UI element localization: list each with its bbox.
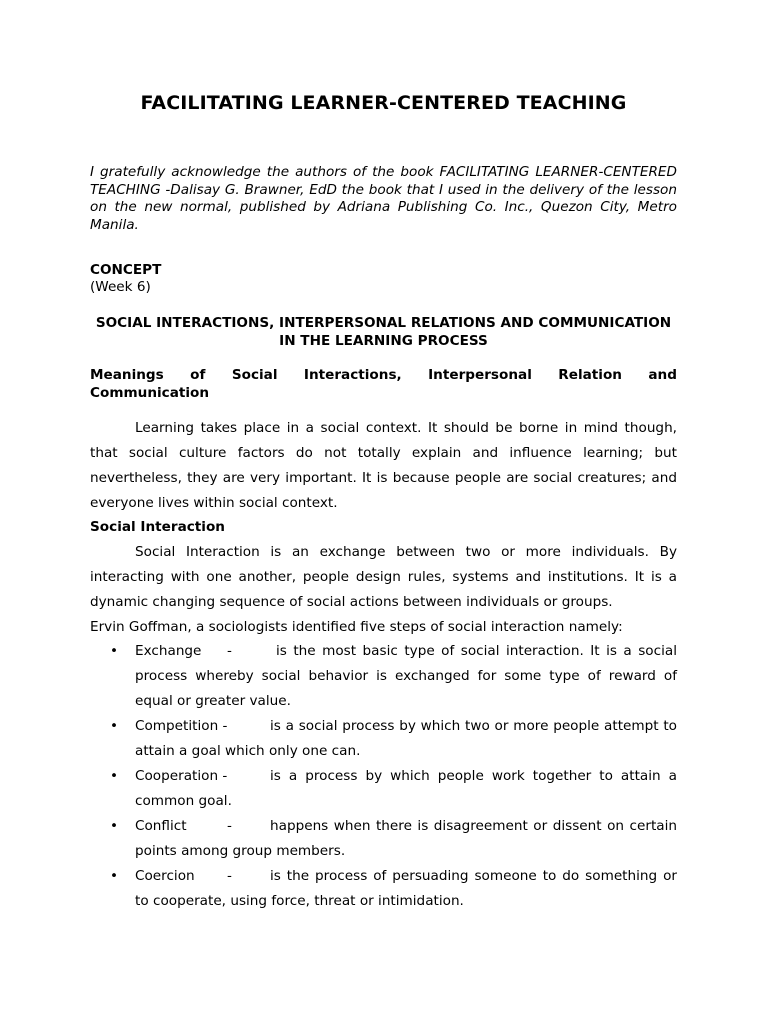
step-definition: is a process by which people work together to attain a common goal.: [135, 768, 677, 809]
step-definition: is the most basic type of social interaction. It is a social process whereby social behavior is exchanged for some type of reward of equal or greater value.: [135, 643, 677, 709]
step-dash: -: [227, 643, 232, 659]
step-term: Exchange: [135, 643, 202, 659]
subheading-word: Meanings: [90, 367, 164, 383]
meanings-subheading: [90, 367, 677, 402]
step-term: Coercion: [135, 868, 195, 884]
subheading-word: Interpersonal: [428, 367, 532, 383]
subheading-word: Relation: [558, 367, 622, 383]
section-title-line-1: SOCIAL INTERACTIONS, INTERPERSONAL RELATIONS AND COMMUNICATION: [95, 315, 672, 331]
social-interaction-heading: Social Interaction: [90, 519, 225, 535]
bullet-icon: •: [110, 643, 119, 659]
subheading-word: of: [190, 367, 206, 383]
step-definition: is the process of persuading someone to do something or to cooperate, using force, threat or intimidation.: [135, 868, 677, 909]
step-definition: is a social process by which two or more people attempt to attain a goal which only one can.: [135, 718, 677, 759]
subheading-word: Interactions,: [303, 367, 402, 383]
step-definition: happens when there is disagreement or dissent on certain points among group members.: [135, 818, 677, 859]
step-term: Cooperation -: [135, 768, 228, 784]
bullet-icon: •: [110, 768, 119, 784]
document-page: [90, 0, 677, 1024]
intro-paragraph: Learning takes place in a social context. It should be borne in mind though, that social culture factors do not totally explain and influence learning; but nevertheless, they are very important. It is because people are social creatures; and everyone lives within social context.: [90, 420, 677, 511]
list-item: [90, 864, 677, 914]
week-label: (Week 6): [90, 279, 151, 295]
subheading-line-2: Communication: [90, 384, 210, 401]
bullet-icon: •: [110, 818, 119, 834]
list-item: [90, 764, 677, 814]
step-dash: -: [227, 818, 232, 834]
bullet-icon: •: [110, 718, 119, 734]
concept-label: CONCEPT: [90, 262, 162, 278]
goffman-paragraph: Ervin Goffman, a sociologists identified five steps of social interaction namely:: [90, 619, 623, 635]
list-item: [90, 714, 677, 764]
steps-list: [90, 639, 677, 914]
section-title: [90, 315, 677, 350]
subheading-word: Social: [231, 367, 278, 383]
subheading-word: and: [648, 367, 677, 383]
list-item: [90, 814, 677, 864]
step-term: Conflict: [135, 818, 187, 834]
social-interaction-paragraph: Social Interaction is an exchange between two or more individuals. By interacting with one another, people design rules, systems and institutions. It is a dynamic changing sequence of social actions between individuals or groups.: [90, 544, 677, 610]
bullet-icon: •: [110, 868, 119, 884]
acknowledgement-paragraph: I gratefully acknowledge the authors of the book FACILITATING LEARNER-CENTERED TEACHING -Dalisay G. Brawner, EdD the book that I used in the delivery of the lesson on the new normal, published by Adriana Publishing Co. Inc., Quezon City, Metro Manila.: [90, 164, 677, 233]
step-term: Competition -: [135, 718, 228, 734]
step-dash: -: [227, 868, 232, 884]
list-item: [90, 639, 677, 714]
subheading-line-1: [90, 367, 677, 385]
document-title: FACILITATING LEARNER-CENTERED TEACHING: [140, 92, 627, 114]
section-title-line-2: IN THE LEARNING PROCESS: [279, 332, 488, 349]
